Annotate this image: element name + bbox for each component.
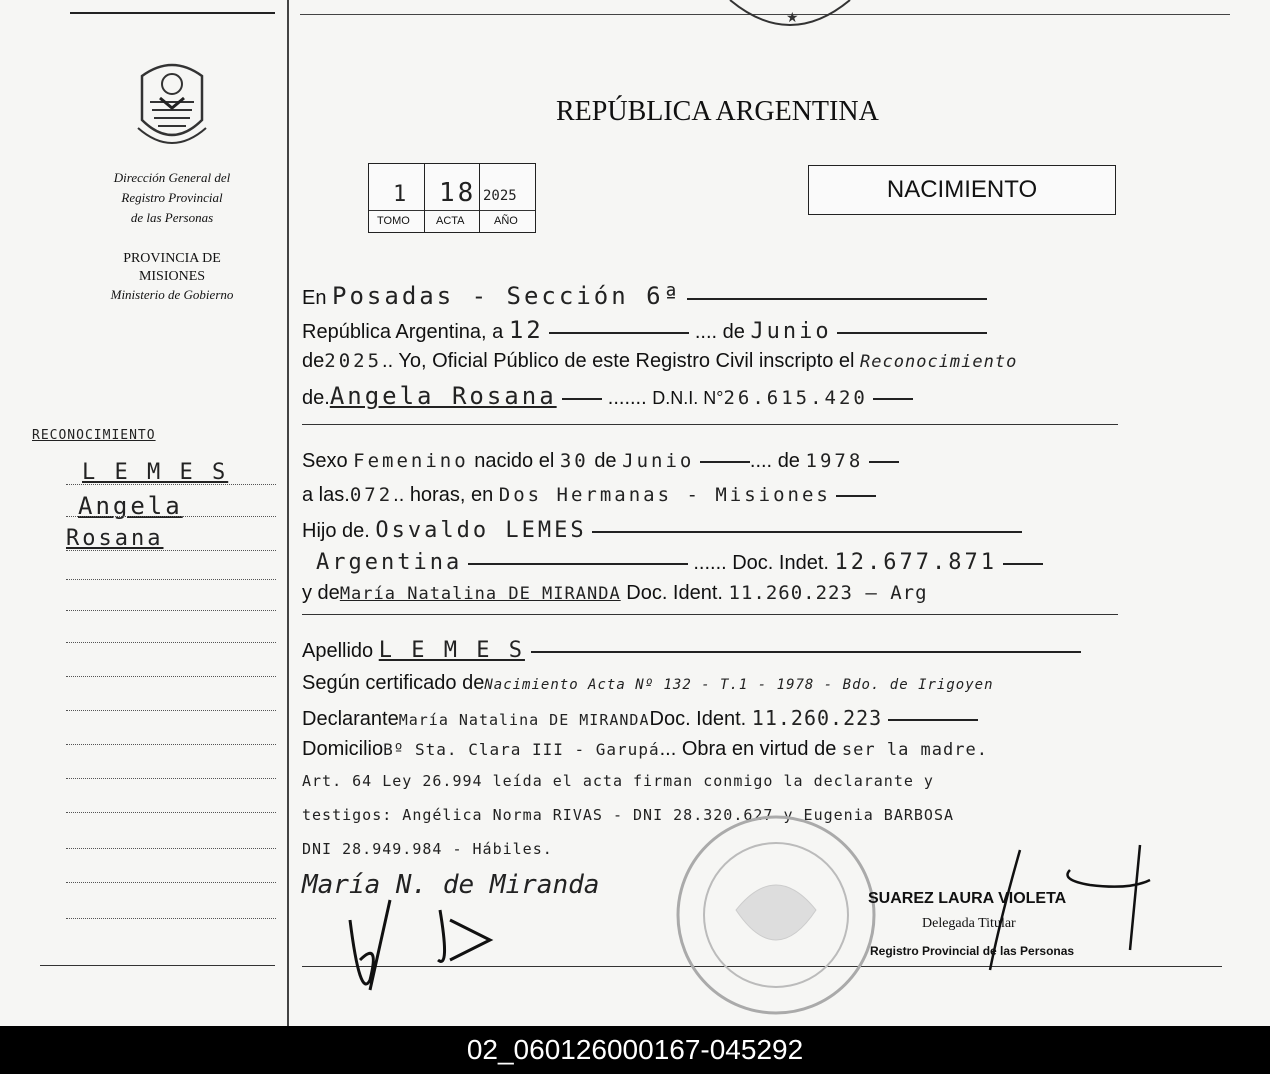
margin-line [66, 516, 276, 517]
fill-line [592, 531, 1022, 533]
province-line2: MISIONES [138, 269, 206, 284]
official-name: SUAREZ LAURA VIOLETA [868, 890, 1067, 907]
agency-line3: de las Personas [130, 210, 214, 225]
margin-line [66, 610, 276, 611]
fill-line [687, 298, 987, 300]
cell-divider [479, 164, 480, 232]
fill-line [837, 332, 987, 334]
margin-line [66, 882, 276, 883]
top-rule [70, 12, 275, 14]
anio-label: AÑO [494, 215, 518, 227]
margin-line [66, 550, 276, 551]
margin-note-name2: Rosana [66, 526, 164, 551]
official-stamp-icon [676, 800, 876, 1020]
declarant-signature: María N. de Miranda [302, 870, 600, 900]
domicilio-label: Domicilio [302, 738, 384, 760]
father-value: Osvaldo LEMES [375, 518, 587, 543]
document-type-box [808, 165, 1116, 215]
birth-day-value: 30 [559, 450, 589, 472]
fill-line [562, 398, 602, 400]
acta-value: 18 [439, 178, 477, 208]
signature-marks-icon [330, 880, 530, 1010]
margin-line [66, 484, 276, 485]
form-rule [302, 614, 1118, 615]
province-line1: PROVINCIA DE [123, 251, 221, 266]
official-signature-icon [980, 840, 1160, 980]
republica-label: República Argentina, a [302, 321, 504, 343]
registry-box [368, 163, 536, 233]
declarante-value: María Natalina DE MIRANDA [398, 711, 650, 729]
document-type: NACIMIENTO [886, 176, 1038, 203]
anio-value: 2025 [483, 188, 517, 204]
margin-line [66, 710, 276, 711]
declarante-doc-value: 11.260.223 [751, 706, 883, 730]
year-value: 2025 [324, 350, 383, 372]
agency-line1: Dirección General del [113, 170, 231, 185]
province-seal-icon [132, 58, 212, 150]
document-code-bar [0, 1026, 1270, 1074]
dni-label: D.N.I. N° [652, 388, 724, 408]
form-rule [302, 424, 1118, 425]
hijo-label: Hijo de [302, 520, 365, 542]
agency-line2: Registro Provincial [121, 190, 223, 205]
en-label: En [302, 287, 327, 309]
birth-month-value: Junio [622, 450, 695, 472]
dni-value: 26.615.420 [723, 387, 868, 409]
doc-indet-label: Doc. Indet. [732, 552, 829, 574]
nacido-label: nacido el [474, 450, 555, 472]
svg-text:★: ★ [786, 9, 799, 25]
margin-bottom-rule [40, 965, 275, 966]
fill-line [549, 332, 689, 334]
hour-value: 072 [349, 484, 394, 506]
sexo-value: Femenino [353, 450, 469, 472]
ministry-name: Ministerio de Gobierno [110, 287, 234, 302]
sexo-label: Sexo [302, 450, 348, 472]
margin-line [66, 579, 276, 580]
fill-line [1003, 563, 1043, 565]
tomo-value: 1 [393, 182, 410, 207]
tomo-label: TOMO [377, 215, 410, 227]
de3-label: de [777, 450, 800, 472]
obra-value: ser la madre. [841, 740, 988, 760]
doc-ident2-label: Doc. Ident. [649, 708, 747, 730]
alas-label: a las [302, 484, 345, 506]
margin-note-name1: Angela [78, 492, 183, 520]
margin-line [66, 778, 276, 779]
fill-line [468, 563, 688, 565]
acta-label: ACTA [436, 215, 465, 227]
margin-divider [287, 0, 289, 1026]
apellido-value: L E M E S [378, 638, 525, 663]
domicilio-value: Bº Sta. Clara III - Garupá [383, 740, 660, 759]
segun-label: Según certificado de [302, 672, 485, 694]
declarante-label: Declarante [302, 708, 399, 730]
month-value: Junio [750, 319, 832, 344]
official-role: Delegada Titular [922, 916, 1016, 931]
fill-line [873, 398, 913, 400]
margin-line [66, 918, 276, 919]
place-value: Posadas - Sección 6ª [332, 282, 682, 310]
mother-doc-value: 11.260.223 — Arg [728, 582, 928, 604]
event-value: Reconocimiento [860, 352, 1018, 372]
obra-label: Obra en virtud de [681, 738, 837, 760]
margin-line [66, 676, 276, 677]
note-line3: DNI 28.949.984 - Hábiles. [302, 840, 553, 858]
fill-line [700, 461, 750, 463]
mother-value: María Natalina DE MIRANDA [339, 584, 621, 604]
oficial-text: Yo, Oficial Público de este Registro Civil inscripto el [398, 350, 855, 372]
fill-line [888, 719, 978, 721]
father-nationality: Argentina [316, 550, 463, 575]
apellido-label: Apellido [302, 640, 374, 662]
margin-line [66, 642, 276, 643]
doc-ident-label: Doc. Ident. [626, 582, 723, 604]
de-label: de [722, 321, 745, 343]
note-line2: testigos: Angélica Norma RIVAS - DNI 28.320.627 y Eugenia BARBOSA [302, 806, 954, 824]
official-org: Registro Provincial de las Personas [870, 944, 1075, 958]
margin-note-title: RECONOCIMIENTO [32, 428, 156, 443]
cell-divider [424, 164, 425, 232]
birth-year-value: 1978 [805, 450, 864, 472]
registry-box-divider [369, 210, 535, 211]
fill-line [836, 495, 876, 497]
de2-label: de [594, 450, 617, 472]
document-heading: REPÚBLICA ARGENTINA [556, 96, 879, 127]
fill-line [869, 461, 899, 463]
margin-line [66, 812, 276, 813]
father-doc-value: 12.677.871 [834, 550, 997, 575]
fill-line [531, 651, 1081, 653]
margin-line [66, 848, 276, 849]
yde-label: y de [302, 582, 340, 604]
margin-note-surname: L E M E S [82, 460, 229, 485]
day-value: 12 [508, 316, 544, 344]
horas-label: horas, en [409, 484, 494, 506]
document-code: 02_060126000167-045292 [466, 1034, 804, 1065]
certificado-value: Nacimiento Acta Nº 132 - T.1 - 1978 - Bdo. de Irigoyen [484, 677, 994, 693]
top-stamp-fragment-icon [720, 0, 860, 40]
birth-place-value: Dos Hermanas - Misiones [498, 484, 831, 506]
name-value: Angela Rosana [329, 382, 557, 410]
note-line1: Art. 64 Ley 26.994 leída el acta firman conmigo la declarante y [302, 772, 934, 790]
margin-line [66, 744, 276, 745]
